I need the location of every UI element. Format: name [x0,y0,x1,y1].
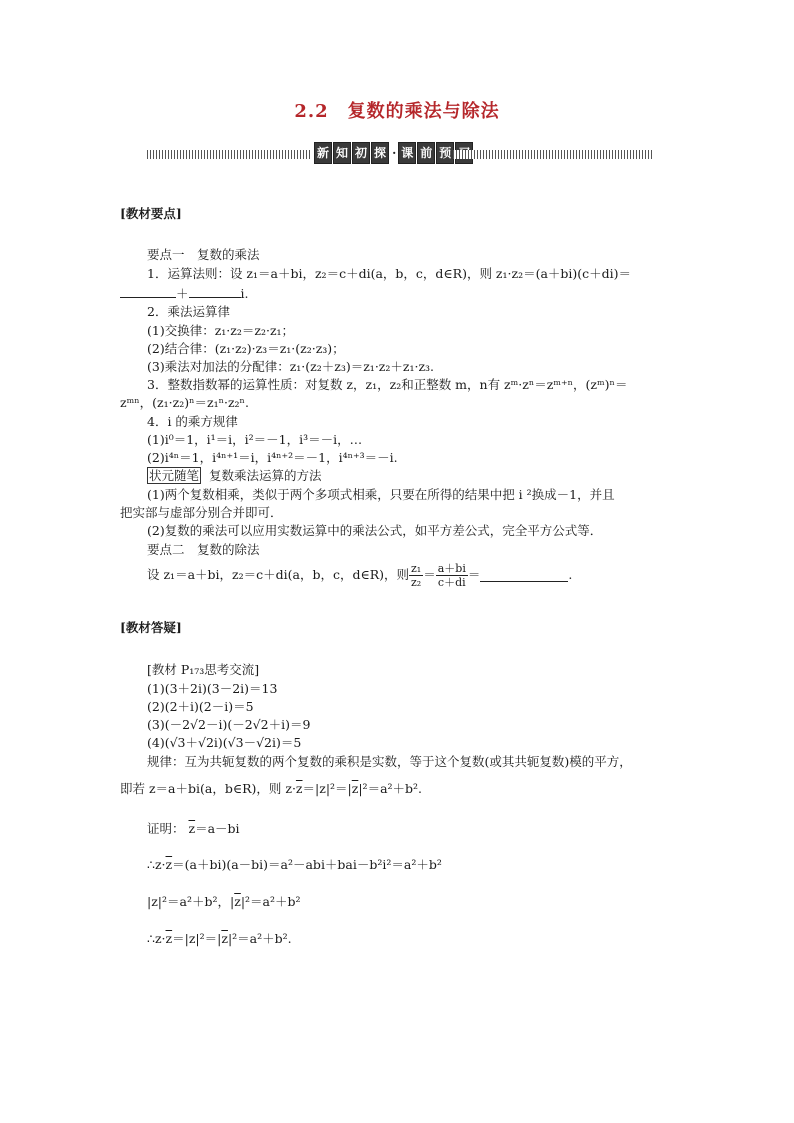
rule2-item: (2)结合律：(z₁·z₂)·z₃＝z₁·(z₂·z₃)； [147,341,345,356]
rule2-item: (3)乘法对加法的分配律：z₁·(z₂＋z₃)＝z₁·z₂＋z₁·z₃. [147,359,435,374]
banner-tab: 知 [333,142,351,164]
rule3-text-cont: zᵐⁿ，(z₁·z₂)ⁿ＝z₁ⁿ·z₂ⁿ. [120,395,249,410]
banner-tab: 新 [314,142,332,164]
law-part: |²＝a²＋b². [358,781,423,796]
rule1-blanks [120,284,249,303]
rule2-heading: 2．乘法运算律 [147,304,230,319]
rule4-item: (1)i⁰＝1，i¹＝i，i²＝－1，i³＝－i，… [147,432,363,447]
banner-tab: 前 [417,142,435,164]
fraction-denominator: z₂ [411,575,422,589]
law-text: 规律：互为共轭复数的两个复数的乘积是实数，等于这个复数(或其共轭复数)模的平方， [147,754,632,769]
law-part: ＝|z|²＝| [302,781,352,796]
section-heading-answers: [教材答疑] [120,620,182,635]
tip-text-cont: 把实部与虚部分别合并即可． [120,505,283,520]
law-text-cont [120,780,422,798]
equals-sign: ＝ [467,567,481,582]
page-title: 2.2 复数的乘法与除法 [294,101,500,122]
division-text: 设 z₁＝a＋bi，z₂＝c＋di(a，b，c，d∈R)，则 [147,567,409,582]
section-heading-key-points: [教材要点] [120,206,182,221]
division-formula [147,561,572,589]
proof-part: |²＝a²＋b² [240,894,301,909]
fraction-z1-z2 [409,562,423,589]
conjugate-z: $\overline{z}$ [165,931,173,946]
tip-text: (1)两个复数相乘，类似于两个多项式相乘，只要在所得的结果中把 i ²换成－1，并且 [147,487,615,502]
equals-sign: ＝ [423,567,436,582]
tip-text: (2)复数的乘法可以应用实数运算中的乘法公式，如平方差公式，完全平方公式等． [147,523,603,538]
proof-part: |z|²＝a²＋b²，| [147,894,235,909]
fraction-numerator: z₁ [411,561,422,575]
fraction-denominator: c＋di [437,575,466,589]
law-part: 即若 z＝a＋bi(a，b∈R)，则 z· [120,781,296,796]
fraction-abi-cdi [436,562,468,589]
proof-part: ＝a－bi [195,821,240,836]
point2-heading: 要点二 复数的除法 [147,542,260,557]
example-line: (4)(√3＋√2i)(√3－√2i)＝5 [147,735,302,750]
conjugate-z: $\overline{z}$ [221,931,228,946]
proof-part: ＝(a＋bi)(a－bi)＝a²－abi＋bai－b²i²＝a²＋b² [172,857,442,872]
proof-line [147,893,301,911]
rule1-text: 1．运算法则：设 z₁＝a＋bi，z₂＝c＋di(a，b，c，d∈R)，则 z₁·z₂＝(a＋bi)(c＋di)＝ [147,266,632,281]
answer-blank [480,568,568,582]
conjugate-z: $\overline{z}$ [295,781,303,796]
proof-part: ∴z· [147,931,166,946]
conjugate-z: $\overline{z}$ [165,857,173,872]
period: . [568,567,573,582]
banner-tabs [314,142,474,164]
conjugate-z: $\overline{z}$ [234,894,241,909]
tip-title: 复数乘法运算的方法 [208,468,322,483]
example-line: (1)(3＋2i)(3－2i)＝13 [147,681,278,696]
banner-tab: 课 [398,142,416,164]
banner-tab: 初 [352,142,370,164]
tip-stamp: 状元随笔 [149,468,200,483]
rule4-heading: 4．i 的乘方规律 [147,414,238,429]
banner-separator: · [392,146,397,160]
example-line: (3)(－2√2－i)(－2√2＋i)＝9 [147,717,311,732]
rule1-end: i. [240,286,249,301]
rule2-item: (1)交换律：z₁·z₂＝z₂·z₁； [147,323,295,338]
textbook-reference: [教材 P₁₇₃思考交流] [147,662,260,677]
proof-part: ＝|z|²＝| [172,931,222,946]
tip-line [147,467,321,485]
proof-label: 证明： [147,821,185,836]
point1-heading: 要点一 复数的乘法 [147,247,260,262]
rule3-text: 3．整数指数幂的运算性质：对复数 z，z₁，z₂和正整数 m，n有 zᵐ·zⁿ＝zᵐ⁺ⁿ，(zᵐ)ⁿ＝ [147,377,628,392]
plus-sign: ＋ [176,286,189,301]
rule4-item: (2)i⁴ⁿ＝1，i⁴ⁿ⁺¹＝i，i⁴ⁿ⁺²＝－1，i⁴ⁿ⁺³＝－i. [147,450,398,465]
fraction-numerator: a＋bi [437,561,466,575]
conjugate-z: $\overline{z}$ [188,821,196,836]
proof-part: |²＝a²＋b². [227,931,292,946]
proof-line [147,930,292,948]
banner-hatch-right [453,150,652,159]
example-line: (2)(2＋i)(2－i)＝5 [147,699,254,714]
proof-line [147,820,240,838]
proof-part: ∴z· [147,857,166,872]
conjugate-z: $\overline{z}$ [351,781,359,796]
proof-line [147,856,442,874]
section-banner [147,142,652,166]
banner-tab: 探 [371,142,389,164]
banner-tab: 预 [436,142,454,164]
answer-blank [120,284,176,298]
answer-blank [189,284,241,298]
banner-hatch-left [147,150,312,159]
